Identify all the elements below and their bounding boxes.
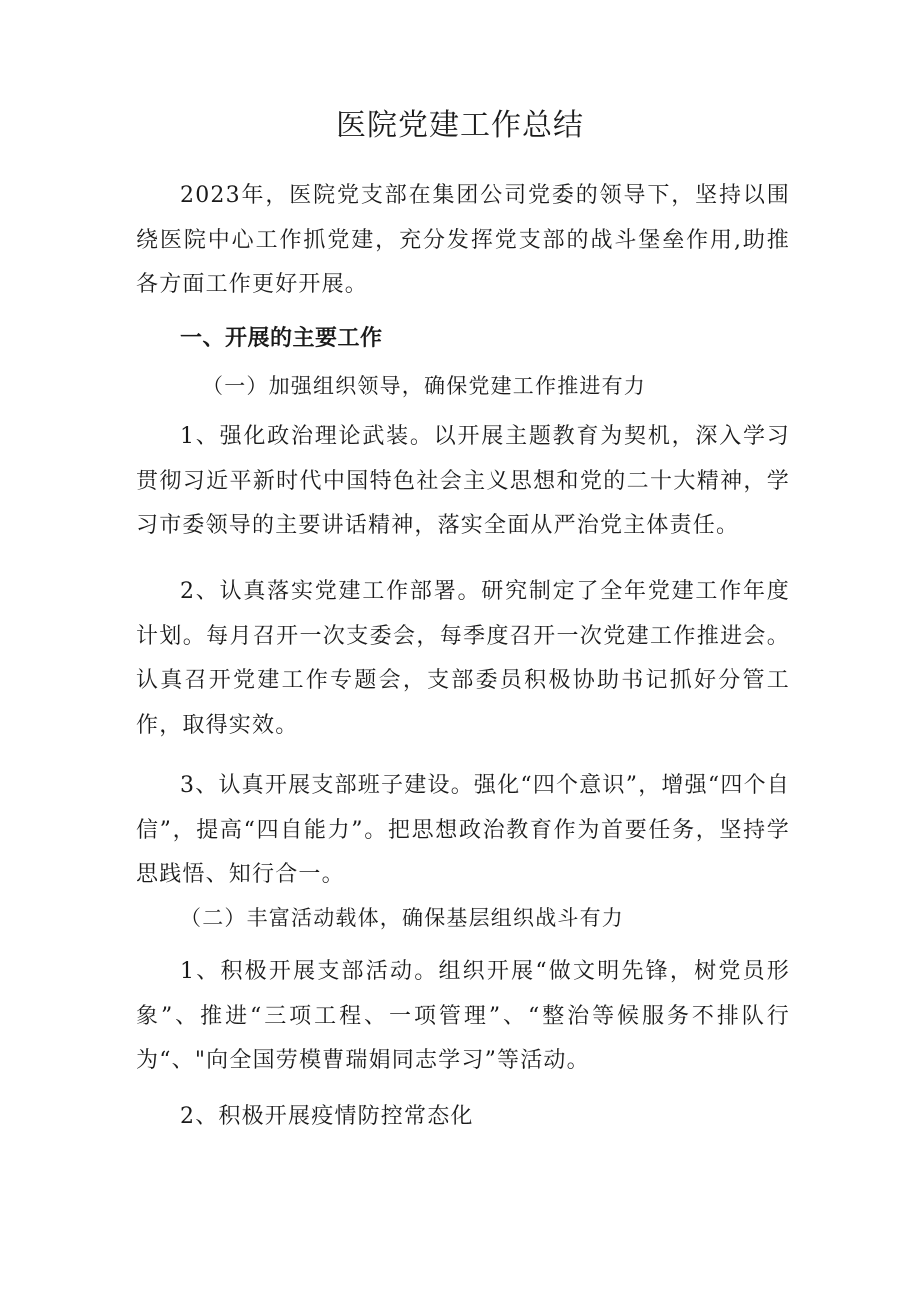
paragraph-theory-study: 1、强化政治理论武装。以开展主题教育为契机，深入学习贯彻习近平新时代中国特色社会主义思想和党的二十大精神，学习市委领导的主要讲话精神，落实全面从严治党主体责任。 [136, 424, 790, 538]
intro-paragraph: 2023年，医院党支部在集团公司党委的领导下，坚持以围绕医院中心工作抓党建，充分发挥党支部的战斗堡垒作用,助推各方面工作更好开展。 [136, 183, 790, 297]
section-heading-main-work: 一、开展的主要工作 [180, 326, 383, 351]
subsection-heading-organization: （一）加强组织领导，确保党建工作推进有力 [202, 374, 646, 398]
paragraph-epidemic-prevention: 2、积极开展疫情防控常态化 [180, 1104, 474, 1129]
paragraph-work-deployment: 2、认真落实党建工作部署。研究制定了全年党建工作年度计划。每月召开一次支委会，每季度召开一次党建工作推进会。认真召开党建工作专题会，支部委员积极协助书记抓好分管工作，取得实效。 [136, 579, 790, 738]
subsection-heading-activities: （二）丰富活动载体，确保基层组织战斗有力 [180, 906, 624, 930]
document-title: 医院党建工作总结 [336, 108, 584, 143]
paragraph-branch-activities: 1、积极开展支部活动。组织开展“做文明先锋，树党员形象”、推进“三项工程、一项管理”、“整治等候服务不排队行为“、"向全国劳模曹瑞娟同志学习”等活动。 [136, 959, 790, 1073]
paragraph-team-building: 3、认真开展支部班子建设。强化“四个意识”，增强“四个自信”，提高“四自能力”。把思想政治教育作为首要任务，坚持学思践悟、知行合一。 [136, 773, 790, 887]
